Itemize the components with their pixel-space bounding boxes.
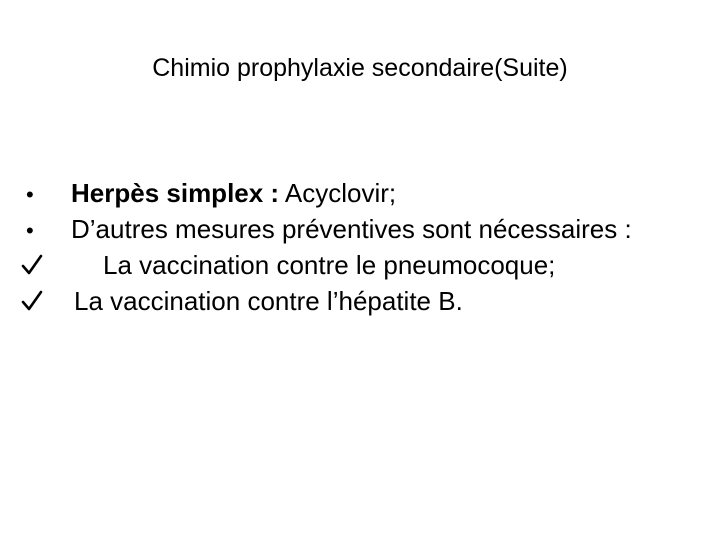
check-item-hepatite [26, 283, 706, 319]
check-text: La vaccination contre l’hépatite B. [74, 286, 463, 316]
bullet-marker: • [26, 182, 34, 207]
slide-content [26, 175, 706, 319]
slide-title: Chimio prophylaxie secondaire(Suite) [152, 54, 568, 82]
bullet-item-herpes [26, 175, 706, 211]
bullet-bold-label: Herpès simplex : [71, 178, 280, 208]
bullet-text: Acyclovir; [279, 178, 397, 208]
bullet-text: D’autres mesures préventives sont nécessaires : [71, 214, 632, 244]
check-item-pneumocoque [26, 247, 706, 283]
check-text: La vaccination contre le pneumocoque; [103, 250, 556, 280]
check-icon [20, 253, 44, 277]
check-icon [20, 289, 44, 313]
bullet-item-autres-mesures [26, 211, 706, 247]
bullet-marker: • [26, 218, 34, 243]
